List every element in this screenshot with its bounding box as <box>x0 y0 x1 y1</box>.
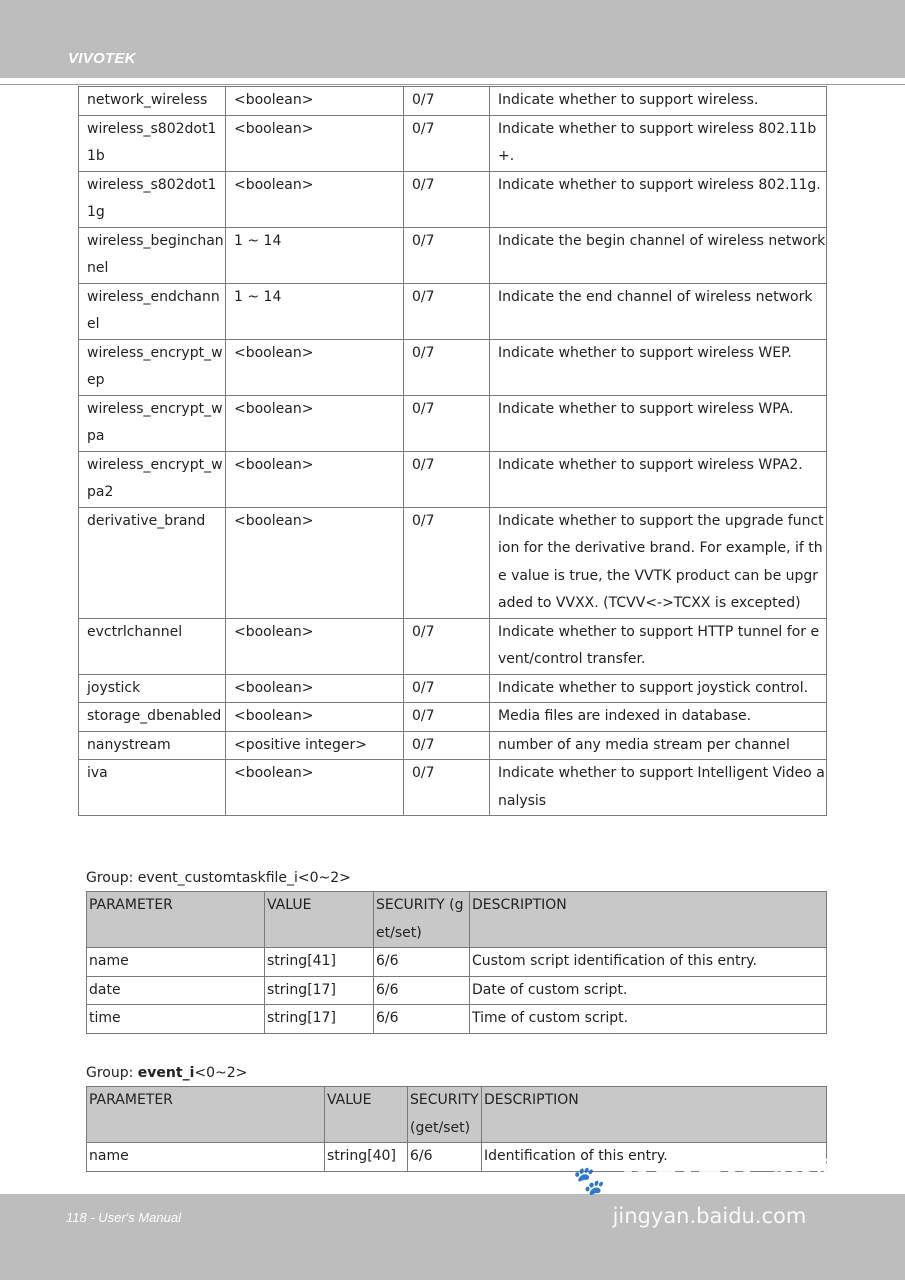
security-cell: 0/7 <box>404 395 490 451</box>
parameter-cell: name <box>87 948 265 977</box>
column-header: VALUE <box>265 892 374 948</box>
table-row <box>79 760 827 816</box>
parameter-cell: wireless_beginchannel <box>79 227 226 283</box>
security-cell: 0/7 <box>404 451 490 507</box>
parameter-cell: network_wireless <box>79 87 226 116</box>
description-cell: Indicate whether to support joystick control. <box>490 674 827 703</box>
table-row <box>87 948 827 977</box>
group-title-event: Group: event_i<0~2> <box>86 1065 248 1081</box>
security-cell: 0/7 <box>404 674 490 703</box>
security-cell: 0/7 <box>404 227 490 283</box>
description-cell: Date of custom script. <box>470 976 827 1005</box>
parameter-cell: wireless_encrypt_wpa2 <box>79 451 226 507</box>
column-header: DESCRIPTION <box>482 1087 827 1143</box>
table-header-row <box>87 1087 827 1143</box>
table-row <box>79 115 827 171</box>
value-cell: <boolean> <box>226 703 404 732</box>
value-cell: <boolean> <box>226 618 404 674</box>
value-cell: <positive integer> <box>226 731 404 760</box>
table-row <box>79 451 827 507</box>
security-cell: 0/7 <box>404 760 490 816</box>
table-row <box>79 507 827 618</box>
value-cell: 1 ~ 14 <box>226 227 404 283</box>
description-cell: Indicate whether to support wireless 802.11b+. <box>490 115 827 171</box>
parameter-cell: evctrlchannel <box>79 618 226 674</box>
parameter-cell: wireless_encrypt_wep <box>79 339 226 395</box>
security-cell: 0/7 <box>404 703 490 732</box>
value-cell: string[17] <box>265 1005 374 1034</box>
security-cell: 6/6 <box>408 1143 482 1172</box>
column-header: SECURITY (get/set) <box>408 1087 482 1143</box>
page-header <box>0 0 905 78</box>
group-title-customtaskfile: Group: event_customtaskfile_i<0~2> <box>86 870 351 886</box>
watermark-logo: 🐾 Baidu 经验 <box>568 1154 850 1200</box>
table-row <box>79 731 827 760</box>
parameter-cell: storage_dbenabled <box>79 703 226 732</box>
column-header: DESCRIPTION <box>470 892 827 948</box>
column-header: PARAMETER <box>87 892 265 948</box>
column-header: PARAMETER <box>87 1087 325 1143</box>
table-row <box>79 227 827 283</box>
parameter-cell: wireless_s802dot11b <box>79 115 226 171</box>
value-cell: <boolean> <box>226 171 404 227</box>
parameter-cell: wireless_encrypt_wpa <box>79 395 226 451</box>
description-cell: Indicate whether to support the upgrade function for the derivative brand. For example, if the value is true, the VVTK product can be upgraded to VVXX. (TCVV<->TCXX is excepted) <box>490 507 827 618</box>
table-row <box>79 703 827 732</box>
header-divider <box>0 84 905 85</box>
table-row <box>79 395 827 451</box>
value-cell: <boolean> <box>226 674 404 703</box>
security-cell: 0/7 <box>404 87 490 116</box>
table-row <box>87 976 827 1005</box>
security-cell: 0/7 <box>404 618 490 674</box>
description-cell: Indicate whether to support wireless. <box>490 87 827 116</box>
table-row <box>79 283 827 339</box>
security-cell: 0/7 <box>404 507 490 618</box>
parameter-cell: joystick <box>79 674 226 703</box>
table-row <box>79 171 827 227</box>
parameter-cell: nanystream <box>79 731 226 760</box>
security-cell: 0/7 <box>404 339 490 395</box>
parameter-cell: date <box>87 976 265 1005</box>
value-cell: <boolean> <box>226 339 404 395</box>
parameter-cell: derivative_brand <box>79 507 226 618</box>
security-cell: 0/7 <box>404 731 490 760</box>
parameter-table-continued <box>78 86 827 816</box>
security-cell: 6/6 <box>374 948 470 977</box>
description-cell: Indicate whether to support wireless WEP. <box>490 339 827 395</box>
description-cell: Identification of this entry. <box>482 1143 827 1172</box>
value-cell: <boolean> <box>226 507 404 618</box>
security-cell: 6/6 <box>374 1005 470 1034</box>
description-cell: number of any media stream per channel <box>490 731 827 760</box>
parameter-cell: wireless_endchannel <box>79 283 226 339</box>
page-number-label: 118 - User's Manual <box>66 1210 181 1225</box>
description-cell: Custom script identification of this entry. <box>470 948 827 977</box>
value-cell: string[41] <box>265 948 374 977</box>
table-header-row <box>87 892 827 948</box>
security-cell: 0/7 <box>404 283 490 339</box>
brand-logo: VIVOTEK <box>68 50 136 67</box>
table-row <box>79 87 827 116</box>
watermark-url: jingyan.baidu.com <box>612 1204 807 1228</box>
parameter-cell: wireless_s802dot11g <box>79 171 226 227</box>
description-cell: Indicate whether to support Intelligent Video analysis <box>490 760 827 816</box>
parameter-cell: time <box>87 1005 265 1034</box>
value-cell: <boolean> <box>226 760 404 816</box>
description-cell: Media files are indexed in database. <box>490 703 827 732</box>
column-header: SECURITY (get/set) <box>374 892 470 948</box>
value-cell: <boolean> <box>226 395 404 451</box>
paw-icon: 🐾 <box>568 1164 605 1197</box>
value-cell: <boolean> <box>226 87 404 116</box>
value-cell: <boolean> <box>226 451 404 507</box>
table-row <box>87 1005 827 1034</box>
table-row <box>79 618 827 674</box>
description-cell: Indicate the begin channel of wireless network <box>490 227 827 283</box>
table-row <box>79 339 827 395</box>
security-cell: 0/7 <box>404 171 490 227</box>
description-cell: Time of custom script. <box>470 1005 827 1034</box>
parameter-cell: iva <box>79 760 226 816</box>
security-cell: 0/7 <box>404 115 490 171</box>
watermark <box>569 1145 850 1228</box>
description-cell: Indicate whether to support wireless 802.11g. <box>490 171 827 227</box>
description-cell: Indicate whether to support wireless WPA2. <box>490 451 827 507</box>
description-cell: Indicate whether to support HTTP tunnel for event/control transfer. <box>490 618 827 674</box>
value-cell: string[40] <box>325 1143 408 1172</box>
customtaskfile-table <box>86 891 827 1034</box>
value-cell: 1 ~ 14 <box>226 283 404 339</box>
value-cell: <boolean> <box>226 115 404 171</box>
value-cell: string[17] <box>265 976 374 1005</box>
description-cell: Indicate whether to support wireless WPA. <box>490 395 827 451</box>
description-cell: Indicate the end channel of wireless network <box>490 283 827 339</box>
security-cell: 6/6 <box>374 976 470 1005</box>
table-row <box>79 674 827 703</box>
column-header: VALUE <box>325 1087 408 1143</box>
parameter-cell: name <box>87 1143 325 1172</box>
